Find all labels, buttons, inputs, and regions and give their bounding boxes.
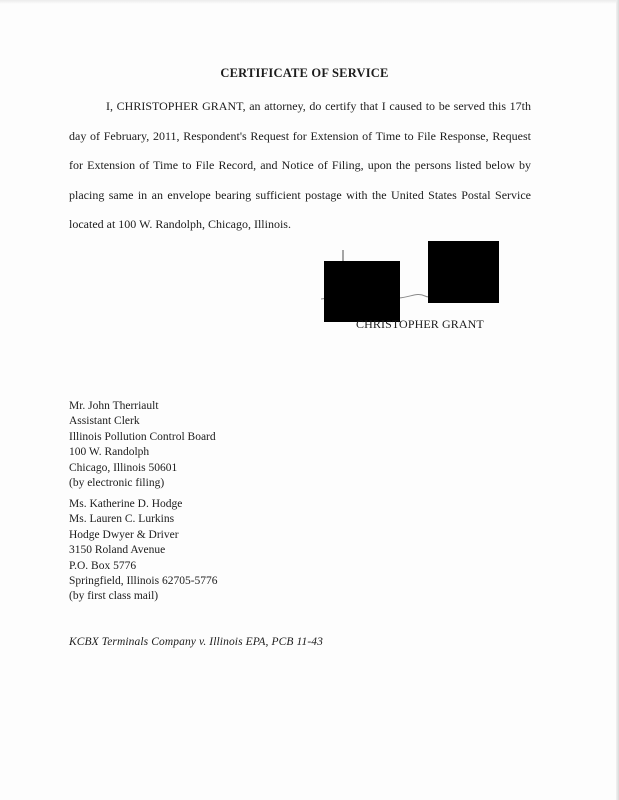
address-line: 100 W. Randolph [69,446,150,459]
address-line: Assistant Clerk [69,415,140,428]
address-line: (by first class mail) [69,590,159,603]
address-line: Chicago, Illinois 50601 [69,461,178,474]
address-line: 3150 Roland Avenue [69,544,166,557]
address-line: Ms. Katherine D. Hodge [69,498,183,510]
redaction-box [428,241,499,303]
scan-edge-top [0,0,619,4]
address-line: Mr. John Therriault [69,400,159,412]
case-caption: KCBX Terminals Company v. Illinois EPA, PCB 11-43 [69,636,323,648]
address-line: Ms. Lauren C. Lurkins [69,513,175,526]
address-line: Springfield, Illinois 62705-5776 [69,575,218,588]
certification-paragraph: I, CHRISTOPHER GRANT, an attorney, do certify that I caused to be served this 17th day of February, 2011, Respondent's Request for Extension of Time to File Response, Request for Extension of Time to File Record, and Notice of Filing, upon the persons listed below by placing same in an envelope bearing sufficient postage with the United States Postal Service located at 100 W. Randolph, Chicago, Illinois. [69,99,531,231]
recipient-address-block [69,497,218,605]
signer-name: CHRISTOPHER GRANT [356,317,484,331]
address-line: Illinois Pollution Control Board [69,430,216,443]
address-line: P.O. Box 5776 [69,559,137,572]
redaction-box [324,261,400,322]
recipient-address-block [69,399,216,491]
document-title: CERTIFICATE OF SERVICE [220,66,389,80]
address-line: Hodge Dwyer & Driver [69,528,179,541]
address-line: (by electronic filing) [69,477,165,490]
